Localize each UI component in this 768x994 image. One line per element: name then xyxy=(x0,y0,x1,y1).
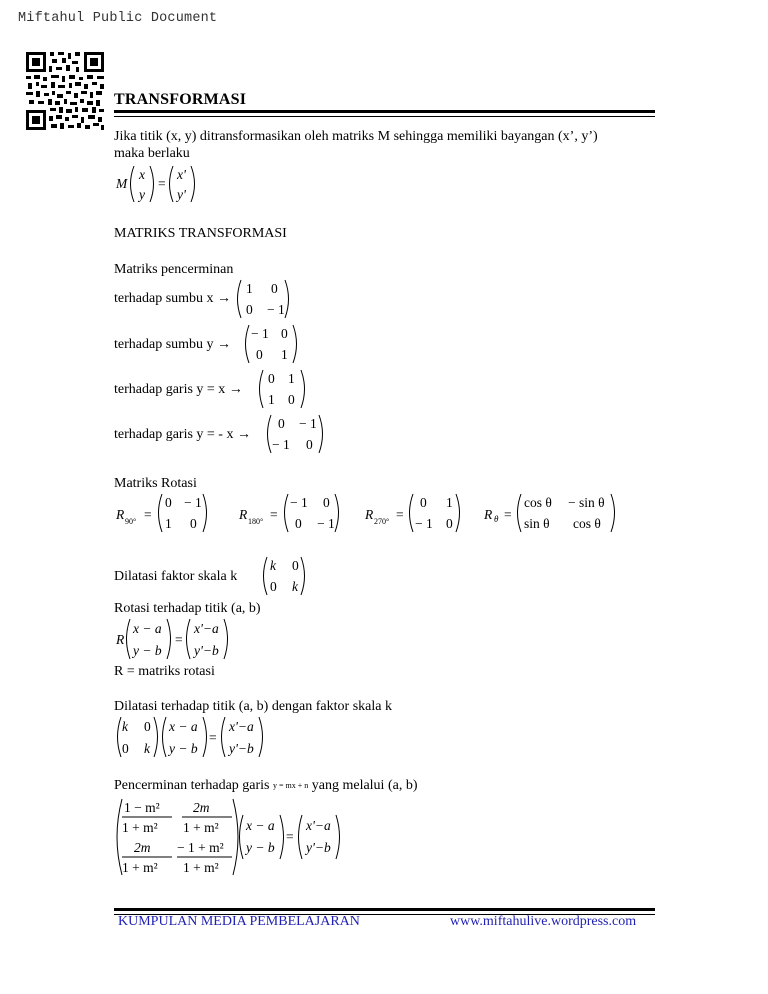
svg-text:1 + m²: 1 + m² xyxy=(183,860,219,875)
svg-text:x − a: x − a xyxy=(169,719,198,734)
section-title: MATRIKS TRANSFORMASI xyxy=(114,226,287,241)
svg-text:R: R xyxy=(116,507,125,522)
intro-line-1: Jika titik (x, y) ditransformasikan oleh matriks M sehingga memiliki bayangan (x’, y’) xyxy=(114,129,598,144)
svg-text:2m: 2m xyxy=(134,840,151,855)
svg-text:y: y xyxy=(139,187,145,202)
reflection-title: Matriks pencerminan xyxy=(114,262,234,277)
svg-text:x − a: x − a xyxy=(246,818,275,833)
footer-website-link[interactable]: www.miftahulive.wordpress.com xyxy=(450,914,637,929)
svg-text:90°: 90° xyxy=(125,517,137,526)
svg-text:x': x' xyxy=(177,167,186,182)
svg-text:0: 0 xyxy=(281,326,288,341)
svg-text:y'−b: y'−b xyxy=(306,840,331,855)
rotation-90-matrix xyxy=(114,492,214,534)
svg-text:− 1 + m²: − 1 + m² xyxy=(177,840,224,855)
svg-text:0: 0 xyxy=(144,719,151,734)
svg-text:=: = xyxy=(144,507,152,522)
reflection-yx-label: terhadap garis y = x → xyxy=(114,382,243,397)
rotation-theta-matrix xyxy=(484,492,620,534)
svg-text:1: 1 xyxy=(281,347,288,362)
reflection-ynx-matrix xyxy=(264,413,330,455)
svg-text:0: 0 xyxy=(420,495,427,510)
svg-text:1 + m²: 1 + m² xyxy=(122,860,158,875)
svg-text:− 1: − 1 xyxy=(290,495,308,510)
intro-line-2: maka berlaku xyxy=(114,146,190,161)
rotation-point-note: R = matriks rotasi xyxy=(114,664,215,679)
svg-text:180°: 180° xyxy=(248,517,264,526)
dilation-point-label: Dilatasi terhadap titik (a, b) dengan faktor skala k xyxy=(114,699,392,714)
svg-text:1: 1 xyxy=(165,516,172,531)
svg-text:k: k xyxy=(270,558,276,573)
svg-text:=: = xyxy=(286,829,294,844)
svg-text:0: 0 xyxy=(165,495,172,510)
svg-text:− sin θ: − sin θ xyxy=(568,495,605,510)
svg-text:− 1: − 1 xyxy=(317,516,335,531)
svg-text:0: 0 xyxy=(270,579,277,594)
reflection-y-matrix xyxy=(242,323,304,365)
svg-text:R: R xyxy=(484,507,493,522)
rotation-title: Matriks Rotasi xyxy=(114,476,197,491)
svg-text:0: 0 xyxy=(256,347,263,362)
svg-text:y'−b: y'−b xyxy=(229,741,254,756)
qr-code-image xyxy=(24,50,106,132)
reflection-line-label: Pencerminan terhadap garis y = mx + n yang melalui (a, b) xyxy=(114,778,418,793)
reflection-yx-matrix xyxy=(256,368,312,410)
rotation-180-matrix xyxy=(237,492,345,534)
svg-text:θ: θ xyxy=(494,514,499,524)
svg-text:x'−a: x'−a xyxy=(229,719,254,734)
svg-text:0: 0 xyxy=(288,392,295,407)
reflection-ynx-label: terhadap garis y = - x → xyxy=(114,427,251,442)
svg-text:− 1: − 1 xyxy=(267,302,285,317)
svg-text:=: = xyxy=(396,507,404,522)
svg-text:0: 0 xyxy=(292,558,299,573)
svg-text:0: 0 xyxy=(268,371,275,386)
svg-text:0: 0 xyxy=(246,302,253,317)
svg-text:y − b: y − b xyxy=(133,643,162,658)
dilation-point-formula xyxy=(114,715,270,759)
reflection-x-matrix xyxy=(234,278,296,320)
svg-text:y': y' xyxy=(177,187,186,202)
title-divider xyxy=(114,110,655,117)
svg-text:1: 1 xyxy=(246,281,253,296)
svg-text:1: 1 xyxy=(268,392,275,407)
svg-text:0: 0 xyxy=(295,516,302,531)
svg-text:=: = xyxy=(158,176,166,191)
dilation-matrix xyxy=(260,555,312,597)
formula-m: M xyxy=(116,176,128,191)
svg-text:− 1: − 1 xyxy=(299,416,317,431)
reflection-y-label: terhadap sumbu y → xyxy=(114,337,232,352)
svg-text:x − a: x − a xyxy=(133,621,162,636)
document-brand-header: Miftahul Public Document xyxy=(18,11,218,26)
svg-text:k: k xyxy=(292,579,298,594)
svg-text:− 1: − 1 xyxy=(184,495,202,510)
svg-text:0: 0 xyxy=(271,281,278,296)
svg-text:cos θ: cos θ xyxy=(573,516,601,531)
svg-text:=: = xyxy=(270,507,278,522)
svg-text:0: 0 xyxy=(323,495,330,510)
svg-text:0: 0 xyxy=(446,516,453,531)
svg-text:− 1: − 1 xyxy=(251,326,269,341)
svg-text:=: = xyxy=(175,632,183,647)
svg-text:1 + m²: 1 + m² xyxy=(122,820,158,835)
svg-text:0: 0 xyxy=(122,741,129,756)
reflection-line-formula xyxy=(114,797,344,877)
svg-text:R: R xyxy=(365,507,374,522)
svg-text:y − b: y − b xyxy=(169,741,198,756)
svg-text:0: 0 xyxy=(278,416,285,431)
rotation-270-matrix xyxy=(363,492,463,534)
svg-text:0: 0 xyxy=(190,516,197,531)
footer-collection-title: KUMPULAN MEDIA PEMBELAJARAN xyxy=(118,914,360,929)
intro-formula xyxy=(114,163,204,205)
svg-text:x'−a: x'−a xyxy=(194,621,219,636)
svg-text:2m: 2m xyxy=(193,800,210,815)
svg-text:=: = xyxy=(209,730,217,745)
svg-text:1 + m²: 1 + m² xyxy=(183,820,219,835)
rotation-point-formula xyxy=(114,617,234,661)
svg-text:270°: 270° xyxy=(374,517,390,526)
svg-text:1: 1 xyxy=(288,371,295,386)
svg-text:R: R xyxy=(239,507,248,522)
svg-text:R: R xyxy=(116,632,125,647)
svg-text:1: 1 xyxy=(446,495,453,510)
svg-text:0: 0 xyxy=(306,437,313,452)
svg-text:− 1: − 1 xyxy=(415,516,433,531)
svg-text:y − b: y − b xyxy=(246,840,275,855)
dilation-label: Dilatasi faktor skala k xyxy=(114,569,238,584)
page-title: TRANSFORMASI xyxy=(114,91,247,108)
svg-text:cos θ: cos θ xyxy=(524,495,552,510)
rotation-point-label: Rotasi terhadap titik (a, b) xyxy=(114,601,261,616)
svg-text:=: = xyxy=(504,507,512,522)
svg-text:1 − m²: 1 − m² xyxy=(124,800,160,815)
svg-text:x'−a: x'−a xyxy=(306,818,331,833)
svg-text:− 1: − 1 xyxy=(272,437,290,452)
svg-text:y'−b: y'−b xyxy=(194,643,219,658)
reflection-x-label: terhadap sumbu x → xyxy=(114,291,232,306)
svg-text:sin θ: sin θ xyxy=(524,516,550,531)
svg-text:k: k xyxy=(144,741,150,756)
svg-text:x: x xyxy=(139,167,145,182)
svg-text:k: k xyxy=(122,719,128,734)
